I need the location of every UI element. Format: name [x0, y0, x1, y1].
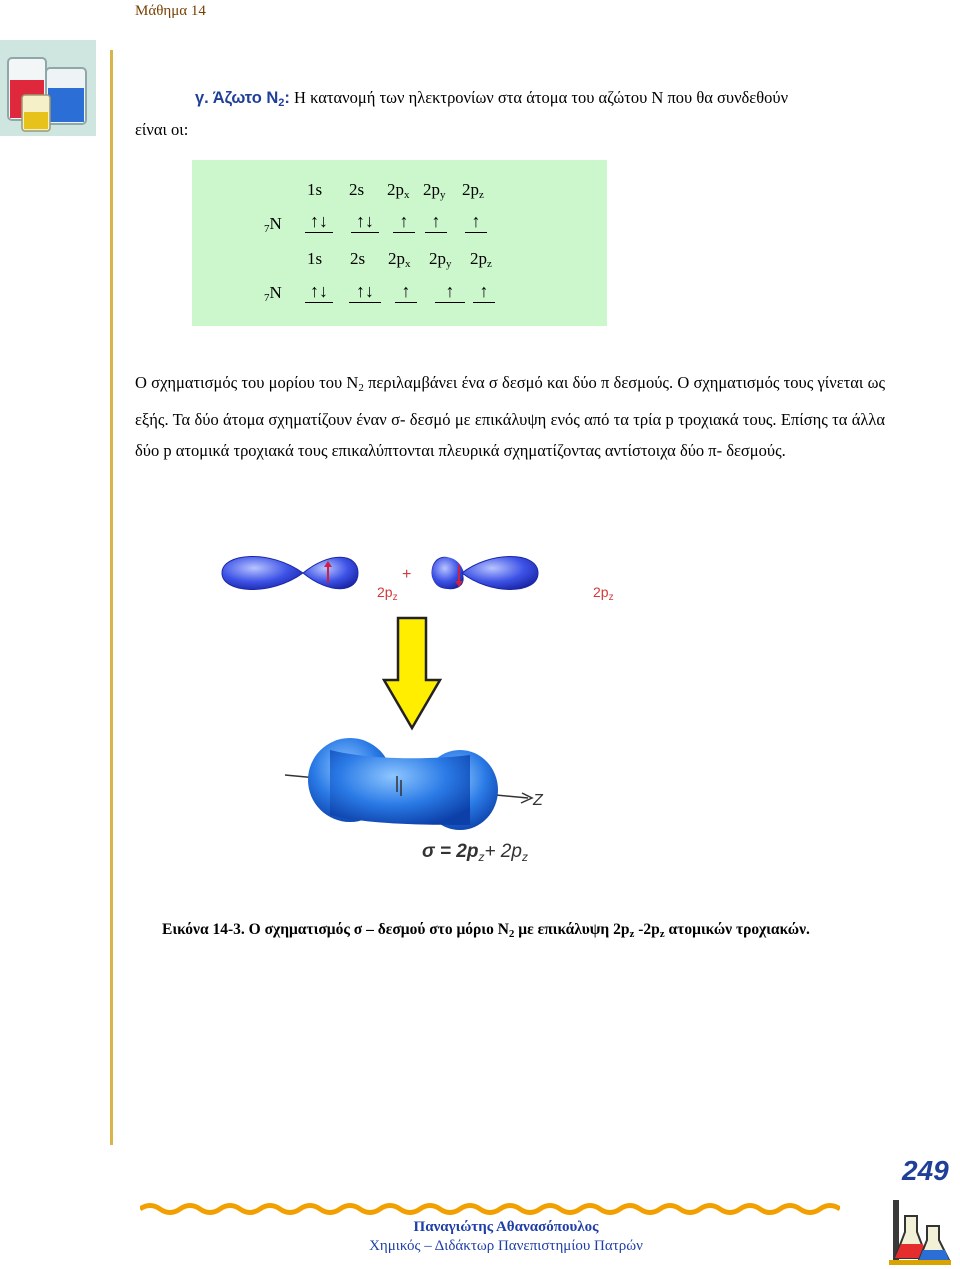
orbital-label: $2p_y$ [423, 180, 446, 201]
arrow-box: ↑ [465, 210, 487, 233]
sigma-bond-figure [200, 545, 640, 890]
heading-prefix: γ. Άζωτο N [195, 89, 279, 107]
lab-flask-icon [887, 1196, 953, 1266]
arrow-box: ↑ [393, 210, 415, 233]
footer-author: Παναγιώτης Αθανασόπουλος [413, 1219, 599, 1235]
arrow-box: ↑↓ [349, 280, 381, 303]
orbital-label: $2p_z$ [462, 180, 484, 201]
right-p-orbital [432, 557, 538, 590]
plus-sign: + [402, 566, 412, 583]
margin-line [110, 50, 113, 1145]
footer-title: Χημικός – Διδάκτωρ Πανεπιστημίου Πατρών [369, 1238, 643, 1254]
orbital-label: $2p_x$ [388, 249, 411, 270]
arrow-box: ↑↓ [351, 210, 379, 233]
section-heading [195, 88, 788, 109]
lesson-header: Μάθημα 14 [135, 3, 206, 19]
heading-colon: : [284, 89, 290, 107]
body-paragraph: Ο σχηματισμός του μορίου του $N_2$ περιλαμβάνει ένα σ δεσμό και δύο π δεσμούς. Ο σχηματισμός τους γίνεται ως εξής. Τα δύο άτομα σχηματίζουν έναν σ- δεσμό με επικάλυψη ενός από τα τρία p τροχιακά τους. Επίσης τα άλλα δύο p ατομικά τροχιακά τους επικαλύπτονται πλευρικά σχηματίζοντας αντίστοιχα δύο π- δεσμούς. [135, 373, 885, 460]
sigma-formula: $\sigma = 2p_z+ 2p_z$ [422, 841, 528, 864]
electron-config-box [192, 160, 607, 326]
label-2pz-left: $2p_z$ [377, 584, 398, 603]
left-p-orbital [222, 556, 358, 589]
orbital-label: $2p_x$ [387, 180, 410, 201]
orbital-label: $2p_z$ [470, 249, 492, 270]
arrow-box: ↑ [425, 210, 447, 233]
label-2pz-right: $2p_z$ [593, 584, 614, 603]
orbital-label: 1s [307, 180, 323, 199]
figure-caption: Εικόνα 14-3. Ο σχηματισμός σ – δεσμού στο μόριο $N_2$ με επικάλυψη $2p_z$ $-2p_z$ ατομικών τροχιακών. [162, 921, 810, 940]
arrow-box: ↑↓ [305, 210, 333, 233]
arrow-box: ↑ [473, 280, 495, 303]
heading-text: Η κατανομή των ηλεκτρονίων στα άτομα του αζώτου Ν που θα συνδεθούν [289, 88, 789, 107]
orbital-label: 2s [349, 180, 365, 199]
heading-continuation: είναι οι: [135, 120, 189, 139]
arrow-box: ↑ [395, 280, 417, 303]
axis-label: Z [533, 792, 543, 809]
orbital-label: 1s [307, 249, 323, 268]
sigma-bond-cloud [308, 738, 498, 830]
page-number: 249 [902, 1155, 949, 1186]
decorative-wave-divider [140, 1200, 840, 1216]
atom-label-row-1: $_7$N [264, 214, 282, 235]
arrow-box: ↑↓ [305, 280, 333, 303]
atom-label-row-2: $_7$N [264, 283, 282, 304]
down-arrow-icon [384, 618, 440, 728]
beaker-icon [0, 40, 96, 136]
orbital-label: 2s [350, 249, 366, 268]
orbital-label: $2p_y$ [429, 249, 452, 270]
heading-sub: 2 [278, 97, 285, 109]
arrow-box: ↑ [435, 280, 465, 303]
